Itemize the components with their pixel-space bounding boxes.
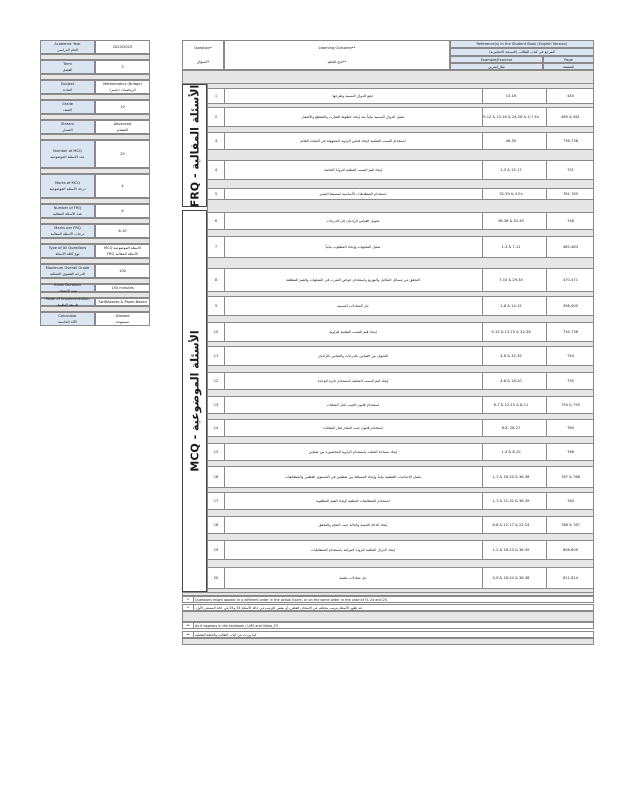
info-value: Mathematics (Bridge) xyxy=(103,82,142,86)
learning-outcome: حل المعادلات النسبية xyxy=(224,297,483,315)
example-exercise: 1-2 & 18-23 & 38-39 xyxy=(476,541,547,559)
info-label-en: Exam Duration xyxy=(54,283,81,287)
page-reference: 744 xyxy=(567,354,574,358)
info-value: 2024/2025 xyxy=(112,45,133,49)
reference-header-ar: المرجع في كتاب الطالب (النسخة الانجليزية) xyxy=(489,50,555,54)
question-number: 2 xyxy=(208,108,225,126)
learning-outcome: التحويل بين القياس بالدرجات والقياس بالراديان xyxy=(224,347,483,365)
learning-outcome-header-en: Learning Outcome** xyxy=(318,46,356,50)
mcq-section-text: MCQ - الأسئلة الموضوعية xyxy=(188,330,201,472)
info-row xyxy=(40,204,150,218)
info-label-ar: المادة xyxy=(63,87,72,92)
info-value: 6 xyxy=(121,209,124,213)
table-row xyxy=(207,419,594,437)
example-exercise: 9-12 & 13-16 & 24-26 & 5-7 Ex xyxy=(476,108,547,126)
page-reference: 734-736 xyxy=(562,330,578,334)
learning-outcome: تمثيل الإحداثيات القطبية بيانياً وإيجاد المسافة بين نقطتين في المستوى القطبي والمتطابقات xyxy=(224,467,483,487)
learning-outcome: جمع الدوال النسبية وطرحها xyxy=(224,89,483,103)
page-reference: 784 xyxy=(567,499,574,503)
question-number: 18 xyxy=(208,517,225,533)
footnote-marker: ** xyxy=(183,632,194,637)
page-reference: 766 xyxy=(567,450,574,454)
question-number: 12 xyxy=(208,373,225,389)
info-label-ar: الآلة الحاسبة xyxy=(58,319,77,324)
table-row xyxy=(207,88,594,104)
table-row xyxy=(207,372,594,390)
footnote-text: Questions might appear in a different order in the actual Exam, or on the same order in the case of FL 24 and 25. xyxy=(195,597,389,602)
table-row xyxy=(207,212,594,230)
page-reference: 748 xyxy=(567,219,574,223)
frq-section-label xyxy=(182,84,207,207)
learning-outcome: إيجاد قيم النسب المثلثية باستخدام دائرة الوحدة xyxy=(224,373,483,389)
learning-outcome: استخدام المتطابقات الأساسية لتبسيط التعبير xyxy=(224,189,483,199)
row-separator xyxy=(207,150,594,160)
info-value-secondary: المتقدم xyxy=(116,127,129,132)
learning-outcome: تمثيل الدوال النسبية بيانياً بعد إيجاد خطوط التقارب والمقطع والأصفار xyxy=(224,108,483,126)
info-label-ar: طريقة التطبيق xyxy=(56,302,79,307)
info-row xyxy=(40,244,150,258)
question-number: 5 xyxy=(208,189,225,199)
footnote-separator xyxy=(182,611,594,622)
example-exercise: 7-10 & 29-34 xyxy=(476,269,547,291)
question-number: 7 xyxy=(208,237,225,257)
learning-outcome: إيجاد الدالة الجيبية والدالة جيب التمام والتحقق xyxy=(224,517,483,533)
footnote-marker: ** xyxy=(183,623,194,628)
info-value: SwiftAssess & Paper-Based xyxy=(98,300,147,304)
page-reference: 482-483 xyxy=(562,245,578,249)
example-exercise: 1-3 & 15-17 xyxy=(476,161,547,179)
info-label-en: Number of MCQ xyxy=(53,149,82,153)
example-exercise: 1-7 & 16-20 & 36-38 xyxy=(476,467,547,487)
learning-outcome: تمثيل المتجهات وإيجاد المطلوب بيانياً xyxy=(224,237,483,257)
page-header-ar: الصفحة xyxy=(562,64,575,69)
page-reference: 398-400 xyxy=(562,304,578,308)
page-reference: 767 & 768 xyxy=(561,475,580,479)
info-label-en: Term xyxy=(63,62,72,66)
question-number: 3 xyxy=(208,133,225,149)
learning-outcome: حل معادلات مثلثية xyxy=(224,568,483,588)
info-label-en: Calculator xyxy=(58,314,77,318)
page-reference: 754 & 755 xyxy=(561,403,580,407)
example-exercise: 13-16 xyxy=(476,89,547,103)
info-label-ar: عدد الأسئلة المقالية xyxy=(52,211,83,216)
info-label-en: Marks of MCQ xyxy=(55,181,80,185)
info-label-en: Mode of Implementation xyxy=(45,297,90,301)
info-row xyxy=(40,140,150,168)
info-label-ar: الدرجة القصوى الممكنة xyxy=(49,271,86,276)
footnote-row xyxy=(182,622,594,629)
footnote-row xyxy=(182,604,594,611)
question-header-en: Question* xyxy=(194,46,212,50)
info-value: 150 minutes xyxy=(111,286,134,290)
page-reference: 786 & 787 xyxy=(561,523,580,527)
question-number: 15 xyxy=(208,444,225,460)
example-exercise: 1-3 & 7-11 xyxy=(476,237,547,257)
info-label-ar: نوع كافة الأسئلة xyxy=(55,251,80,256)
row-separator xyxy=(207,180,594,188)
info-value: 6-10 xyxy=(118,229,127,233)
footnote-marker: * xyxy=(183,605,194,610)
info-value-secondary: FRQ الأسئلة المقالية xyxy=(106,251,139,256)
table-row xyxy=(207,268,594,292)
info-row xyxy=(40,312,150,326)
example-exercise: 9-12 & 13-15 & 32-38 xyxy=(476,323,547,341)
table-row xyxy=(207,160,594,180)
question-number: 1 xyxy=(208,89,225,103)
page-reference: 811-814 xyxy=(562,576,578,580)
learning-outcome: إيجاد قيم النسب المثلثية للزاوية xyxy=(224,323,483,341)
info-label-en: Subject xyxy=(60,82,75,86)
info-row xyxy=(40,60,150,74)
learning-outcome-header-ar: ناتج التعلم** xyxy=(327,60,347,64)
info-value: 20 xyxy=(120,152,125,156)
info-row xyxy=(40,100,150,114)
frq-section-text: FRQ - الأسئلة المقالية xyxy=(188,84,201,207)
learning-outcome: التحقق من مسائل التكامل والتوزيع واستخدام خواص الضرب في المتجهات والقيم المطلقة xyxy=(224,269,483,291)
question-number: 19 xyxy=(208,541,225,559)
table-row xyxy=(207,107,594,127)
info-label-en: Academic Year xyxy=(54,42,81,46)
info-row xyxy=(40,224,150,238)
example-exercise: 4-9 & 18-24 & 36-38 xyxy=(476,568,547,588)
example-exercise: 48-50 xyxy=(476,133,547,149)
info-label-ar: العام الدراسي xyxy=(56,47,78,52)
info-label-en: Grade xyxy=(62,102,73,106)
info-row xyxy=(40,120,150,134)
learning-outcome: استخدام المتطابقات المثلثية لإيجاد القيم المطلوبة xyxy=(224,493,483,509)
footnote-row xyxy=(182,596,594,603)
question-number: 6 xyxy=(208,213,225,229)
question-number: 13 xyxy=(208,397,225,413)
info-row xyxy=(40,80,150,94)
question-number: 16 xyxy=(208,467,225,487)
info-value: 4 xyxy=(121,184,124,188)
table-row xyxy=(207,567,594,589)
page-header-en: Page xyxy=(564,57,573,62)
info-row xyxy=(40,298,150,306)
page-reference: 736-738 xyxy=(562,139,578,143)
page-reference: 760 xyxy=(567,426,574,430)
info-value-secondary: مسموحة xyxy=(115,319,130,324)
table-row xyxy=(207,492,594,510)
table-row xyxy=(207,346,594,366)
info-value: Advanced xyxy=(113,122,132,126)
table-row xyxy=(207,296,594,316)
info-label-en: Stream xyxy=(60,122,74,126)
info-row xyxy=(40,174,150,198)
example-header-ar: مثال/تمرين xyxy=(488,64,505,69)
learning-outcome: استخدام قانون الجيب لحل المثلثات xyxy=(224,397,483,413)
info-label-ar: درجات الأسئلة المقالية xyxy=(50,231,85,236)
info-row xyxy=(40,40,150,54)
footnote-separator xyxy=(182,638,594,645)
table-row xyxy=(207,236,594,258)
info-row xyxy=(40,284,150,292)
info-label-en: Marks per FRQ xyxy=(54,226,81,230)
question-number: 20 xyxy=(208,568,225,588)
reference-header-en: Reference(s) in the Student Book (English Version) xyxy=(476,42,568,46)
page-reference: 751 xyxy=(567,168,574,172)
exam-info-panel xyxy=(40,40,150,370)
question-number: 17 xyxy=(208,493,225,509)
example-exercise: 4-8 & 18-20 xyxy=(476,373,547,389)
table-row xyxy=(207,322,594,342)
info-value: 3 xyxy=(121,65,124,69)
page-reference: 755 xyxy=(567,379,574,383)
info-label-ar: المسار xyxy=(62,127,73,132)
question-number: 11 xyxy=(208,347,225,365)
table-row xyxy=(207,188,594,200)
row-separator xyxy=(207,258,594,268)
footnote-text: قد تظهر الأسئلة بترتيب مختلف في الامتحان الفعلي، أو بنفس الترتيب في حالة الأسئلة 24 و25 في حالة المسعى الأول. xyxy=(195,605,362,610)
example-exercise: 1-7 & 21-32 & 38-39 xyxy=(476,493,547,509)
footnote-text: كما وردت في كتاب الطالب والخطة الفصلية xyxy=(195,632,257,637)
info-value: MCQ الأسئلة الموضوعية xyxy=(103,246,142,250)
example-exercise: 6-7 & 12-15 & 8-11 xyxy=(476,397,547,413)
mcq-section-label xyxy=(182,210,207,592)
info-label-ar: الفصل xyxy=(62,67,73,72)
info-label-ar: عدد الأسئلة الموضوعية xyxy=(50,154,85,159)
info-value: 100 xyxy=(119,269,126,273)
learning-outcome: إيجاد مساحة المثلث باستخدام الزاوية المحصورة بين ضلعين xyxy=(224,444,483,460)
info-row xyxy=(40,264,150,278)
example-exercise: 4-8 & 32-35 xyxy=(476,347,547,365)
row-separator xyxy=(207,200,594,207)
learning-outcome: إيجاد قيم النسب المثلثية للزوايا الخاصة xyxy=(224,161,483,179)
question-number: 14 xyxy=(208,420,225,436)
example-exercise: 1-3 & 8-10 xyxy=(476,444,547,460)
footnote-marker: * xyxy=(183,597,194,602)
learning-outcome: تحويل القياس الراديان إلى الدرجات xyxy=(224,213,483,229)
page-reference: 460 & 461 xyxy=(561,115,580,119)
table-row xyxy=(207,443,594,461)
question-number: 10 xyxy=(208,323,225,341)
example-exercise: 6-8 & 12-17 & 22-24 xyxy=(476,517,547,533)
info-value: 10 xyxy=(120,105,125,109)
question-number: 4 xyxy=(208,161,225,179)
table-row xyxy=(207,516,594,534)
table-row xyxy=(207,396,594,414)
info-label-ar: الصف xyxy=(63,107,72,112)
question-number: 8 xyxy=(208,269,225,291)
question-header-ar: السؤال* xyxy=(196,60,210,64)
learning-outcome: إيجاد الدوال المثلثية للزوايا المركبة باستخدام المتطابقات xyxy=(224,541,483,559)
learning-outcome: استخدام قانون جيب التمام لحل المثلثات xyxy=(224,420,483,436)
example-exercise: 1-8 & 14-15 xyxy=(476,297,547,315)
info-label-ar: درجة الأسئلة الموضوعية xyxy=(49,186,86,191)
example-exercise: 36-38 & 42-45 xyxy=(476,213,547,229)
example-exercise: 6-8, 26-27 xyxy=(476,420,547,436)
table-row xyxy=(207,540,594,560)
page-reference: 470-471 xyxy=(562,278,578,282)
page-reference: 781-785 xyxy=(562,192,578,196)
page-reference: 440 xyxy=(567,94,574,98)
example-header-en: Example/Exercise xyxy=(480,57,513,62)
info-value-secondary: الرياضيات (جسر) xyxy=(109,87,136,92)
learning-outcome: استخدام النسب المثلثية لإيجاد قياس الزاوية المجهولة في المثلث القائم xyxy=(224,133,483,149)
table-row xyxy=(207,132,594,150)
info-value: Allowed xyxy=(115,314,130,318)
question-number: 9 xyxy=(208,297,225,315)
page-reference: 808-809 xyxy=(562,548,578,552)
table-row xyxy=(207,466,594,488)
info-label-ar: مدة الامتحان xyxy=(58,288,77,293)
info-label-en: Type of All Questions xyxy=(48,246,87,250)
footnote-text: As it appears in the textbook / LMS and Video_FS xyxy=(195,623,279,628)
info-label-en: Maximum Overall Grade xyxy=(45,266,90,270)
example-exercise: 32-39 & 4 Ex xyxy=(476,189,547,199)
row-separator xyxy=(207,560,594,567)
footnote-row xyxy=(182,631,594,638)
info-label-en: Number of FRQ xyxy=(53,206,82,210)
